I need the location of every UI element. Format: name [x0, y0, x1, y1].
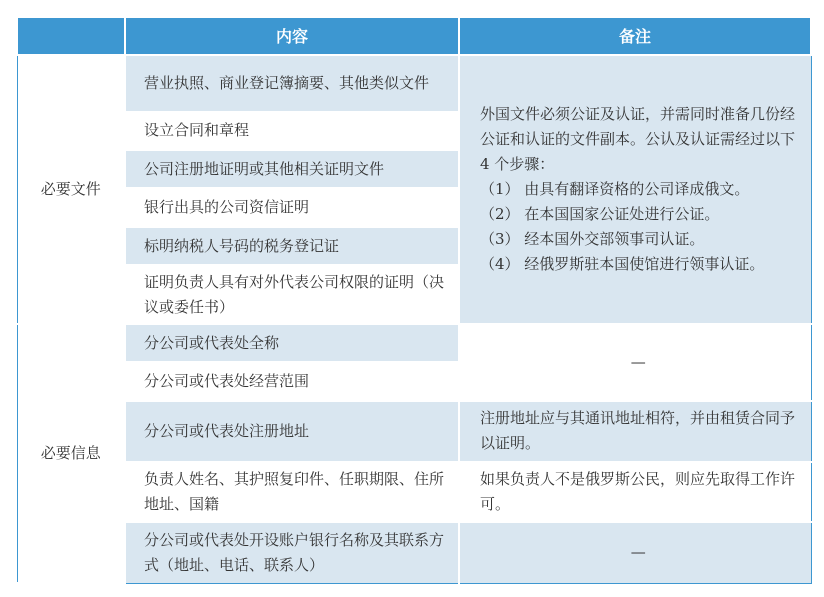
item-cell: 银行出具的公司资信证明 [125, 188, 459, 226]
table-row [17, 324, 811, 362]
item-cell: 分公司或代表处注册地址 [125, 401, 459, 462]
table-row [17, 55, 811, 112]
table-row [17, 522, 811, 583]
item-cell: 公司注册地证明或其他相关证明文件 [125, 150, 459, 188]
notes-cell: — [459, 522, 811, 583]
header-notes: 备注 [459, 17, 811, 55]
item-cell: 负责人姓名、其护照复印件、任职期限、住所地址、国籍 [125, 462, 459, 523]
item-cell: 分公司或代表处全称 [125, 324, 459, 362]
category-cell: 必要文件 [17, 55, 125, 324]
item-cell: 标明纳税人号码的税务登记证 [125, 227, 459, 265]
notes-cell: 注册地址应与其通讯地址相符，并由租赁合同予以证明。 [459, 401, 811, 462]
item-cell: 分公司或代表处开设账户银行名称及其联系方式（地址、电话、联系人） [125, 522, 459, 583]
note-line: （4） 经俄罗斯驻本国使馆进行领事认证。 [480, 254, 765, 273]
requirements-table [16, 16, 812, 584]
notes-cell: — [459, 324, 811, 401]
header-content: 内容 [125, 17, 459, 55]
note-line: （2） 在本国国家公证处进行公证。 [480, 204, 720, 223]
header-corner [17, 17, 125, 55]
note-line: 外国文件必须公证及认证，并需同时准备几份经公证和认证的文件副本。公认及认证需经过以下 4 个步骤： [480, 104, 796, 173]
item-cell: 设立合同和章程 [125, 112, 459, 150]
table-header-row [17, 17, 811, 55]
table-row [17, 401, 811, 462]
note-line: （3） 经本国外交部领事司认证。 [480, 229, 705, 248]
table-row [17, 462, 811, 523]
note-line: （1） 由具有翻译资格的公司译成俄文。 [480, 179, 750, 198]
item-cell: 证明负责人具有对外代表公司权限的证明（决议或委任书） [125, 265, 459, 324]
notes-cell: 如果负责人不是俄罗斯公民，则应先取得工作许可。 [459, 462, 811, 523]
item-cell: 分公司或代表处经营范围 [125, 362, 459, 400]
category-cell: 必要信息 [17, 324, 125, 583]
item-cell: 营业执照、商业登记簿摘要、其他类似文件 [125, 55, 459, 112]
notes-cell [459, 55, 811, 324]
